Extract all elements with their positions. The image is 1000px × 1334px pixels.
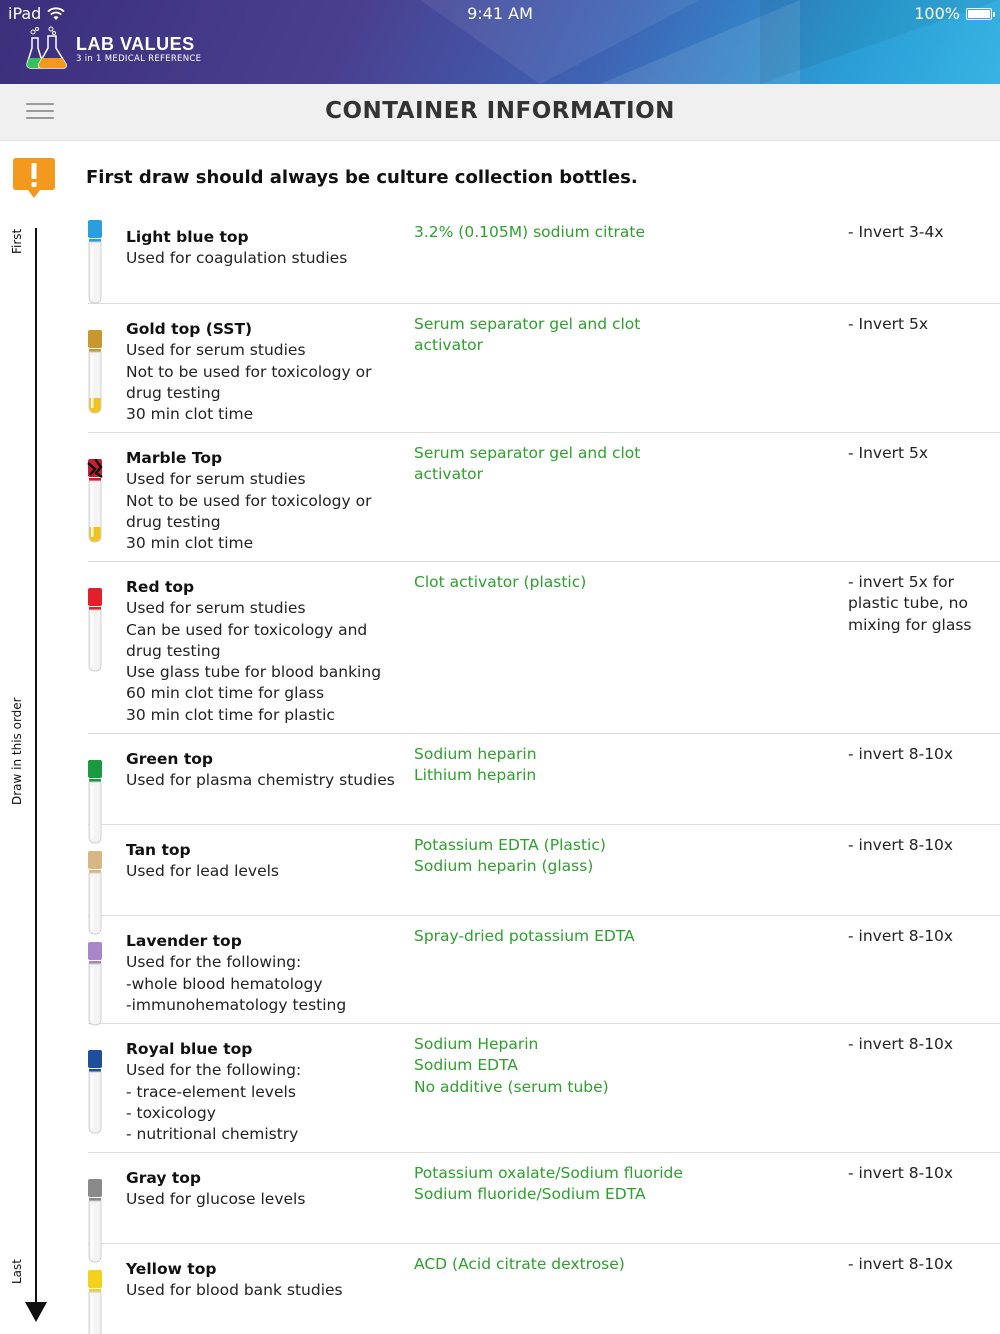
- container-list: [88, 212, 1000, 1334]
- additive-line: Sodium EDTA: [414, 1056, 518, 1075]
- blood-tube-icon: [86, 330, 104, 418]
- mixing-instruction: - invert 5x for plastic tube, no mixing for glass: [848, 573, 972, 634]
- container-name: Yellow top: [126, 1260, 217, 1278]
- container-row: [88, 304, 1000, 433]
- container-description: [126, 1039, 406, 1145]
- battery-percent: 100%: [914, 4, 960, 23]
- container-description: [126, 1168, 406, 1211]
- container-additives: [414, 744, 714, 787]
- container-name: Gray top: [126, 1169, 202, 1187]
- blood-tube-icon: [86, 588, 104, 676]
- container-description: [126, 577, 406, 726]
- additive-line: Spray-dried potassium EDTA: [414, 927, 635, 945]
- arrow-down-icon: [25, 1302, 47, 1322]
- axis-first-label: First: [10, 228, 24, 254]
- container-row: [88, 1244, 1000, 1334]
- description-line: Used for blood bank studies: [126, 1281, 343, 1300]
- container-name: Royal blue top: [126, 1040, 253, 1058]
- container-description: [126, 749, 406, 792]
- container-description: [126, 840, 406, 883]
- container-additives: [414, 443, 714, 486]
- description-line: - trace-element levels: [126, 1082, 296, 1101]
- container-description: [126, 319, 406, 425]
- container-row: [88, 825, 1000, 916]
- warning-text: First draw should always be culture collection bottles.: [86, 167, 638, 188]
- additive-line: Serum separator gel and clot activator: [414, 315, 641, 355]
- additive-line: 3.2% (0.105M) sodium citrate: [414, 223, 646, 241]
- container-additives: [414, 926, 714, 947]
- draw-order-axis: [35, 228, 37, 1312]
- exclamation-speech-bubble-icon: [12, 156, 56, 200]
- container-row: [88, 916, 1000, 1024]
- container-name: Light blue top: [126, 228, 249, 246]
- additive-line: ACD (Acid citrate dextrose): [414, 1255, 625, 1273]
- container-name: Gold top (SST): [126, 320, 253, 338]
- container-description: [126, 227, 406, 270]
- container-row: [88, 1024, 1000, 1153]
- axis-last-label: Last: [10, 1259, 24, 1284]
- blood-tube-icon: [86, 1270, 104, 1334]
- additive-line: Potassium oxalate/Sodium fluoride: [414, 1164, 683, 1182]
- description-line: Used for coagulation studies: [126, 249, 348, 268]
- container-additives: [414, 1034, 714, 1098]
- mixing-instruction: - Invert 5x: [848, 444, 929, 462]
- description-line: 30 min clot time for plastic: [126, 705, 335, 724]
- description-line: Can be used for toxicology and drug testing: [126, 620, 368, 660]
- description-line: -whole blood hematology: [126, 974, 323, 993]
- description-line: -immunohematology testing: [126, 995, 347, 1014]
- container-row: [88, 1153, 1000, 1244]
- page-title: CONTAINER INFORMATION: [325, 98, 675, 124]
- blood-tube-icon: [86, 1050, 104, 1138]
- additive-line: Serum separator gel and clot activator: [414, 444, 641, 484]
- container-name: Red top: [126, 578, 195, 596]
- description-line: Used for plasma chemistry studies: [126, 771, 395, 790]
- status-battery: [914, 4, 992, 23]
- description-line: 30 min clot time: [126, 405, 254, 424]
- container-row: [88, 734, 1000, 825]
- description-line: Used for serum studies: [126, 599, 306, 618]
- description-line: Used for serum studies: [126, 341, 306, 360]
- mixing-instruction: - invert 8-10x: [848, 836, 954, 854]
- description-line: Not to be used for toxicology or drug testing: [126, 362, 372, 402]
- container-additives: [414, 835, 714, 878]
- app-title: LAB VALUES: [76, 34, 195, 54]
- container-name: Marble Top: [126, 449, 223, 467]
- app-subtitle: 3 in 1 MEDICAL REFERENCE: [76, 54, 202, 64]
- description-line: Use glass tube for blood banking: [126, 663, 382, 682]
- container-row: [88, 212, 1000, 304]
- container-description: [126, 448, 406, 554]
- culture-warning: [0, 141, 1000, 211]
- description-line: Used for the following:: [126, 1061, 302, 1080]
- flask-logo-icon: [24, 26, 70, 72]
- mixing-instruction: - invert 8-10x: [848, 927, 954, 945]
- container-additives: [414, 1254, 714, 1275]
- mixing-instruction: - Invert 5x: [848, 315, 929, 333]
- container-description: [126, 931, 406, 1016]
- description-line: 60 min clot time for glass: [126, 684, 325, 703]
- blood-tube-icon: [86, 459, 104, 547]
- description-line: 30 min clot time: [126, 534, 254, 553]
- axis-middle-label: Draw in this order: [10, 697, 24, 805]
- battery-icon: [966, 8, 992, 20]
- blood-tube-icon: [86, 942, 104, 1030]
- container-row: [88, 562, 1000, 734]
- app-logo: [24, 26, 201, 72]
- additive-line: Sodium heparin (glass): [414, 857, 594, 876]
- mixing-instruction: - invert 8-10x: [848, 745, 954, 763]
- description-line: Used for serum studies: [126, 470, 306, 489]
- description-line: Used for lead levels: [126, 862, 280, 881]
- container-additives: [414, 222, 714, 243]
- additive-line: Sodium heparin: [414, 745, 537, 763]
- additive-line: No additive (serum tube): [414, 1077, 609, 1096]
- additive-line: Sodium fluoride/Sodium EDTA: [414, 1185, 646, 1204]
- container-row: [88, 433, 1000, 562]
- additive-line: Lithium heparin: [414, 766, 537, 785]
- mixing-instruction: - invert 8-10x: [848, 1035, 954, 1053]
- additive-line: Clot activator (plastic): [414, 573, 587, 591]
- mixing-instruction: - Invert 3-4x: [848, 223, 944, 241]
- status-time: 9:41 AM: [467, 4, 533, 23]
- container-name: Lavender top: [126, 932, 242, 950]
- page-header: [0, 84, 1000, 141]
- container-description: [126, 1259, 406, 1302]
- container-additives: [414, 314, 714, 357]
- description-line: - toxicology: [126, 1103, 216, 1122]
- description-line: Not to be used for toxicology or drug testing: [126, 491, 372, 531]
- app-banner: [0, 0, 1000, 84]
- mixing-instruction: - invert 8-10x: [848, 1255, 954, 1273]
- additive-line: Sodium Heparin: [414, 1035, 539, 1053]
- container-name: Green top: [126, 750, 213, 768]
- additive-line: Potassium EDTA (Plastic): [414, 836, 606, 854]
- blood-tube-icon: [86, 220, 104, 308]
- description-line: Used for glucose levels: [126, 1190, 306, 1209]
- mixing-instruction: - invert 8-10x: [848, 1164, 954, 1182]
- container-additives: [414, 1163, 714, 1206]
- description-line: - nutritional chemistry: [126, 1125, 299, 1144]
- container-name: Tan top: [126, 841, 191, 859]
- container-additives: [414, 572, 714, 593]
- device-label: iPad: [8, 4, 42, 23]
- description-line: Used for the following:: [126, 953, 302, 972]
